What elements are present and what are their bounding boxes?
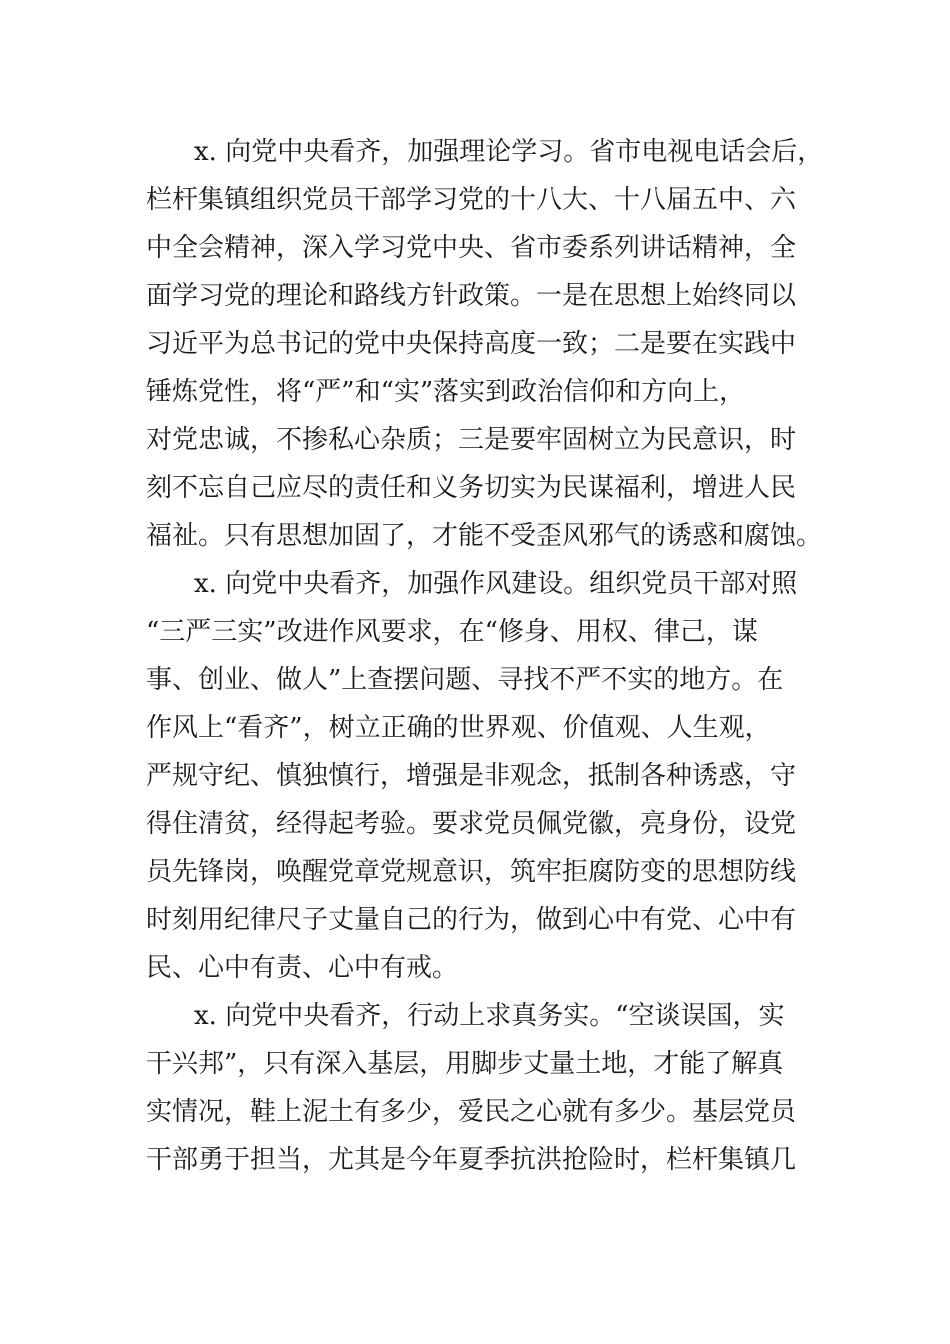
text-line: 严规守纪、慎独慎行，增强是非观念，抵制各种诱惑，守 — [146, 761, 797, 791]
text-line: 事、创业、做人”上查摆问题、寻找不严不实的地方。在 — [146, 665, 784, 695]
text-line: 对党忠诚，不掺私心杂质；三是要牢固树立为民意识，时 — [146, 425, 797, 455]
text-line: 习近平为总书记的党中央保持高度一致；二是要在实践中 — [146, 329, 797, 359]
text-line: 作风上“看齐”，树立正确的世界观、价值观、人生观， — [146, 713, 771, 743]
text-line: 锤炼党性，将“严”和“实”落实到政治信仰和方向上， — [146, 377, 746, 407]
text-line: 干兴邦”，只有深入基层，用脚步丈量土地，才能了解真 — [146, 1049, 784, 1079]
text-line: 中全会精神，深入学习党中央、省市委系列讲话精神，全 — [146, 233, 797, 263]
text-line: 刻不忘自己应尽的责任和义务切实为民谋福利，增进人民 — [146, 473, 797, 503]
text-line: 福祉。只有思想加固了，才能不受歪风邪气的诱惑和腐蚀。 — [146, 521, 823, 551]
text-line: 干部勇于担当，尤其是今年夏季抗洪抢险时，栏杆集镇几 — [146, 1145, 797, 1175]
text-line: 员先锋岗，唤醒党章党规意识，筑牢拒腐防变的思想防线 — [146, 857, 797, 887]
text-line: x. 向党中央看齐，加强作风建设。组织党员干部对照 — [194, 569, 798, 599]
text-line: x. 向党中央看齐，加强理论学习。省市电视电话会后， — [194, 137, 824, 167]
text-line: x. 向党中央看齐，行动上求真务实。“空谈误国，实 — [194, 1001, 785, 1031]
text-line: 栏杆集镇组织党员干部学习党的十八大、十八届五中、六 — [146, 185, 797, 215]
text-line: 得住清贫，经得起考验。要求党员佩党徽，亮身份，设党 — [146, 809, 797, 839]
text-line: “三严三实”改进作风要求，在“修身、用权、律己，谋 — [146, 617, 758, 647]
text-line: 面学习党的理论和路线方针政策。一是在思想上始终同以 — [146, 281, 797, 311]
text-line: 时刻用纪律尺子丈量自己的行为，做到心中有党、心中有 — [146, 905, 797, 935]
text-line: 实情况，鞋上泥土有多少，爱民之心就有多少。基层党员 — [146, 1097, 797, 1127]
text-line: 民、心中有责、心中有戒。 — [146, 953, 459, 983]
